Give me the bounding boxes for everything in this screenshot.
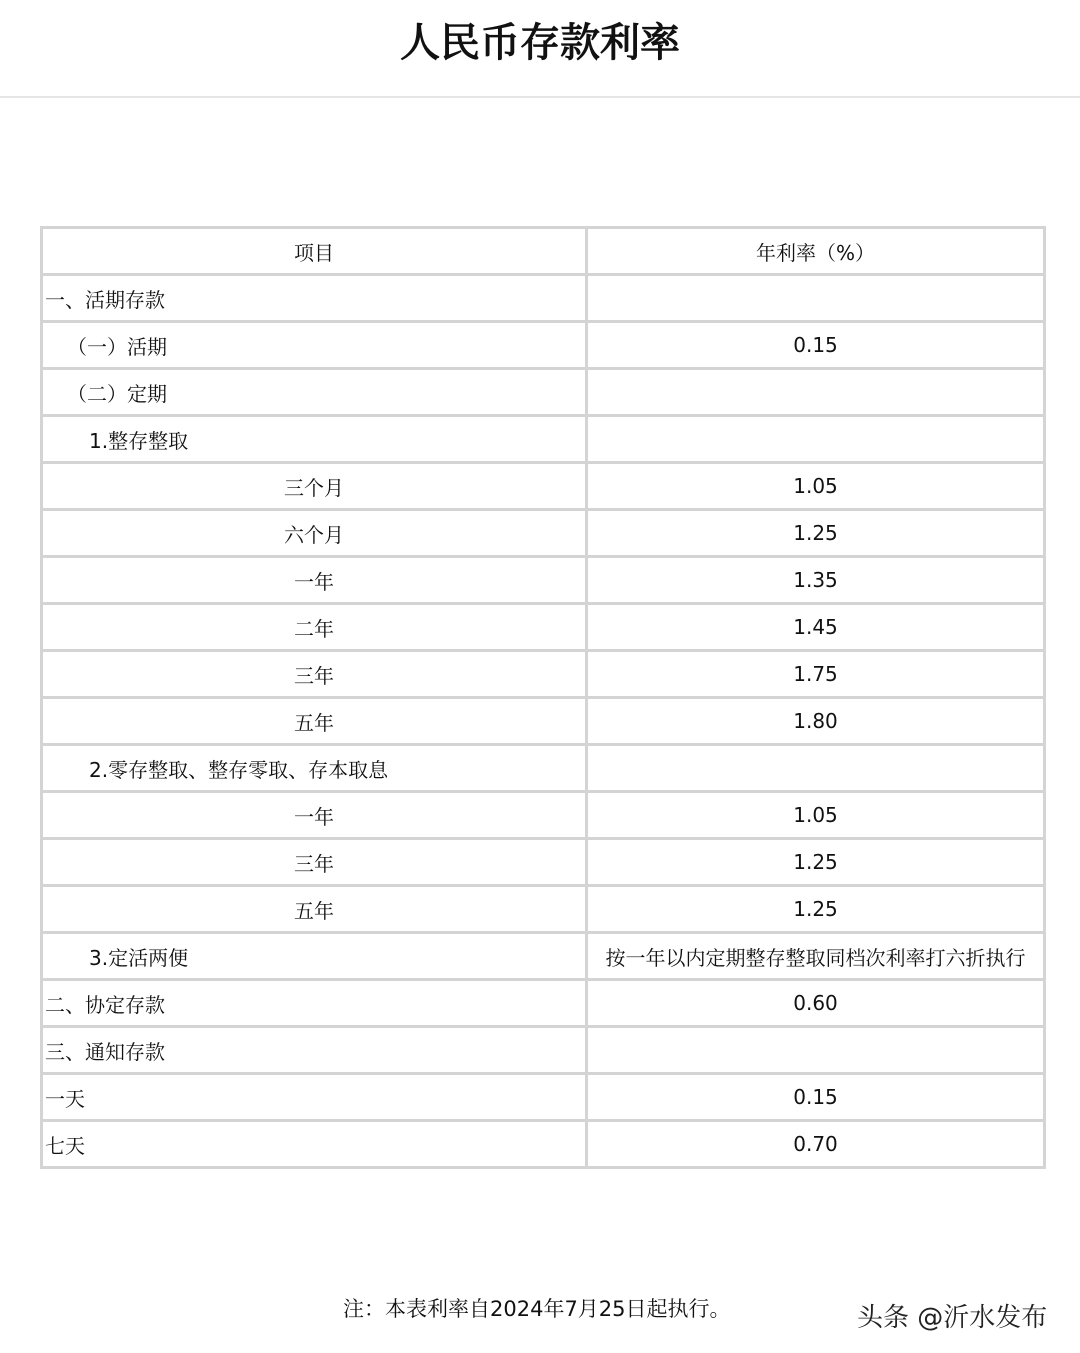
rate-cell: 1.35	[587, 557, 1045, 604]
item-cell: 一、活期存款	[42, 275, 587, 322]
table-row	[42, 369, 1045, 416]
item-cell: （二）定期	[42, 369, 587, 416]
item-cell: 一年	[42, 792, 587, 839]
rate-cell: 按一年以内定期整存整取同档次利率打六折执行	[587, 933, 1045, 980]
item-cell: 三年	[42, 839, 587, 886]
item-cell: 六个月	[42, 510, 587, 557]
header-item: 项目	[42, 228, 587, 275]
table-row	[42, 886, 1045, 933]
item-cell: 二年	[42, 604, 587, 651]
table-row	[42, 463, 1045, 510]
rate-cell	[587, 275, 1045, 322]
item-cell: 二、协定存款	[42, 980, 587, 1027]
table-row	[42, 557, 1045, 604]
rate-cell: 1.05	[587, 792, 1045, 839]
header-rate: 年利率（%）	[587, 228, 1045, 275]
interest-rate-table	[40, 226, 1046, 1169]
table-row	[42, 1121, 1045, 1168]
table-row	[42, 933, 1045, 980]
table-row	[42, 839, 1045, 886]
table-row	[42, 1027, 1045, 1074]
item-cell: 一年	[42, 557, 587, 604]
item-cell: 3.定活两便	[42, 933, 587, 980]
table-header-row	[42, 228, 1045, 275]
table-row	[42, 698, 1045, 745]
table-row	[42, 792, 1045, 839]
item-cell: （一）活期	[42, 322, 587, 369]
table-row	[42, 416, 1045, 463]
footnote: 注：本表利率自2024年7月25日起执行。	[343, 1297, 731, 1321]
rate-cell: 0.60	[587, 980, 1045, 1027]
table-row	[42, 275, 1045, 322]
rate-cell: 1.25	[587, 839, 1045, 886]
rate-cell: 1.25	[587, 886, 1045, 933]
item-cell: 三、通知存款	[42, 1027, 587, 1074]
table-row	[42, 651, 1045, 698]
page-title: 人民币存款利率	[0, 0, 1080, 98]
rate-cell	[587, 745, 1045, 792]
item-cell: 三个月	[42, 463, 587, 510]
rate-cell	[587, 369, 1045, 416]
item-cell: 1.整存整取	[42, 416, 587, 463]
rate-cell: 0.15	[587, 322, 1045, 369]
rate-cell	[587, 1027, 1045, 1074]
rate-cell: 0.70	[587, 1121, 1045, 1168]
table-row	[42, 1074, 1045, 1121]
watermark: 头条 @沂水发布	[857, 1303, 1048, 1333]
table-row	[42, 745, 1045, 792]
rate-cell: 1.05	[587, 463, 1045, 510]
item-cell: 五年	[42, 886, 587, 933]
item-cell: 七天	[42, 1121, 587, 1168]
item-cell: 三年	[42, 651, 587, 698]
rate-cell	[587, 416, 1045, 463]
rate-cell: 1.45	[587, 604, 1045, 651]
table-row	[42, 322, 1045, 369]
item-cell: 五年	[42, 698, 587, 745]
table-row	[42, 510, 1045, 557]
rate-cell: 1.75	[587, 651, 1045, 698]
item-cell: 一天	[42, 1074, 587, 1121]
item-cell: 2.零存整取、整存零取、存本取息	[42, 745, 587, 792]
table-row	[42, 604, 1045, 651]
rate-cell: 1.25	[587, 510, 1045, 557]
rate-cell: 1.80	[587, 698, 1045, 745]
rate-cell: 0.15	[587, 1074, 1045, 1121]
table-row	[42, 980, 1045, 1027]
